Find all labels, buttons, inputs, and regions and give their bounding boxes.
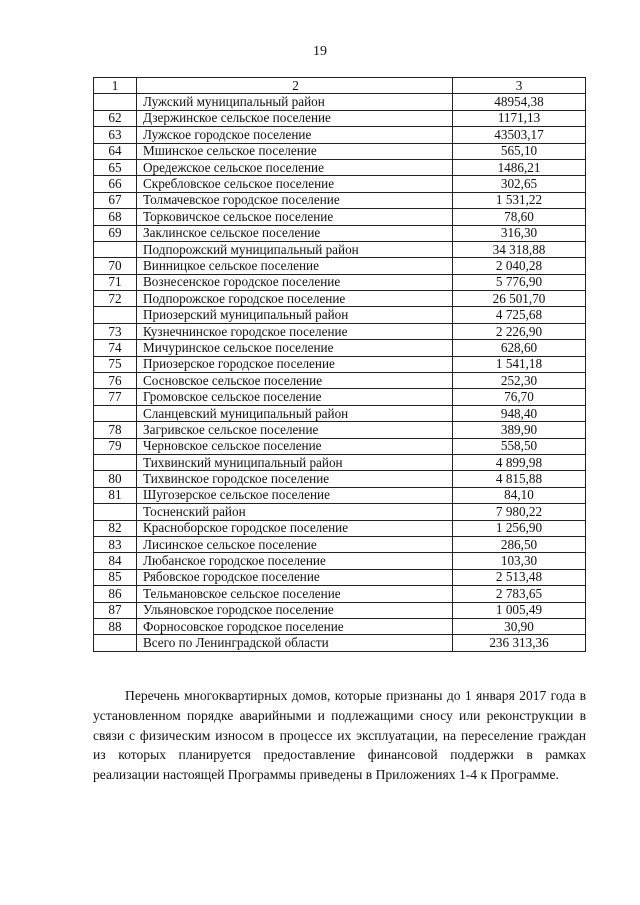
row-number-cell: 87 [94, 602, 137, 618]
row-number-cell [94, 307, 137, 323]
table-row [94, 373, 586, 389]
row-number-cell: 82 [94, 520, 137, 536]
row-number-cell: 62 [94, 110, 137, 126]
table-row [94, 471, 586, 487]
table-row [94, 291, 586, 307]
table-row [94, 241, 586, 257]
row-number-cell: 76 [94, 373, 137, 389]
row-name-cell: Заклинское сельское поселение [137, 225, 453, 241]
row-value-cell: 1171,13 [453, 110, 586, 126]
table-row [94, 520, 586, 536]
row-number-cell: 84 [94, 553, 137, 569]
row-number-cell: 86 [94, 586, 137, 602]
row-number-cell: 64 [94, 143, 137, 159]
row-name-cell: Мичуринское сельское поселение [137, 340, 453, 356]
row-name-cell: Толмачевское городское поселение [137, 192, 453, 208]
row-value-cell: 252,30 [453, 373, 586, 389]
body-paragraph: Перечень многоквартирных домов, которые признаны до 1 января 2017 года в установленном порядке аварийными и подлежащими сносу или реконструкции в связи с физическим износом в процессе их эксплуатации, на переселение граждан из которых планируется предоставление финансовой поддержки в рамках реализации настоящей Программы приведены в Приложениях 1-4 к Программе. [93, 688, 586, 783]
row-name-cell: Оредежское сельское поселение [137, 159, 453, 175]
row-name-cell: Всего по Ленинградской области [137, 635, 453, 651]
row-value-cell: 48954,38 [453, 94, 586, 110]
table-row [94, 323, 586, 339]
row-number-cell [94, 454, 137, 470]
row-value-cell: 1486,21 [453, 159, 586, 175]
table-row [94, 618, 586, 634]
table-row [94, 635, 586, 651]
row-value-cell: 84,10 [453, 487, 586, 503]
table-row [94, 110, 586, 126]
row-value-cell: 103,30 [453, 553, 586, 569]
row-number-cell: 80 [94, 471, 137, 487]
row-value-cell: 302,65 [453, 176, 586, 192]
row-value-cell: 30,90 [453, 618, 586, 634]
row-value-cell: 26 501,70 [453, 291, 586, 307]
row-number-cell: 78 [94, 422, 137, 438]
table-row [94, 307, 586, 323]
row-name-cell: Приозерский муниципальный район [137, 307, 453, 323]
row-value-cell: 43503,17 [453, 127, 586, 143]
row-value-cell: 1 005,49 [453, 602, 586, 618]
row-value-cell: 558,50 [453, 438, 586, 454]
row-value-cell: 4 815,88 [453, 471, 586, 487]
row-number-cell: 66 [94, 176, 137, 192]
row-number-cell: 75 [94, 356, 137, 372]
table-row [94, 536, 586, 552]
row-number-cell [94, 241, 137, 257]
row-value-cell: 1 531,22 [453, 192, 586, 208]
row-value-cell: 565,10 [453, 143, 586, 159]
row-number-cell: 72 [94, 291, 137, 307]
row-number-cell: 71 [94, 274, 137, 290]
table-row [94, 504, 586, 520]
row-number-cell: 65 [94, 159, 137, 175]
row-name-cell: Дзержинское сельское поселение [137, 110, 453, 126]
row-name-cell: Громовское сельское поселение [137, 389, 453, 405]
row-value-cell: 34 318,88 [453, 241, 586, 257]
page-number: 19 [313, 44, 327, 59]
row-name-cell: Подпорожское городское поселение [137, 291, 453, 307]
row-value-cell: 316,30 [453, 225, 586, 241]
row-number-cell: 74 [94, 340, 137, 356]
row-number-cell [94, 504, 137, 520]
row-name-cell: Сланцевский муниципальный район [137, 405, 453, 421]
row-number-cell: 67 [94, 192, 137, 208]
row-name-cell: Красноборское городское поселение [137, 520, 453, 536]
table-row [94, 602, 586, 618]
row-number-cell: 88 [94, 618, 137, 634]
row-value-cell: 4 899,98 [453, 454, 586, 470]
table-row [94, 356, 586, 372]
row-value-cell: 236 313,36 [453, 635, 586, 651]
row-value-cell: 7 980,22 [453, 504, 586, 520]
row-number-cell: 85 [94, 569, 137, 585]
row-name-cell: Лужское городское поселение [137, 127, 453, 143]
row-number-cell [94, 635, 137, 651]
table-row [94, 454, 586, 470]
table-row [94, 176, 586, 192]
row-number-cell: 79 [94, 438, 137, 454]
table-row [94, 143, 586, 159]
row-name-cell: Загривское сельское поселение [137, 422, 453, 438]
row-name-cell: Вознесенское городское поселение [137, 274, 453, 290]
row-value-cell: 4 725,68 [453, 307, 586, 323]
row-value-cell: 2 040,28 [453, 258, 586, 274]
header-cell-1: 1 [94, 78, 137, 94]
row-name-cell: Скребловское сельское поселение [137, 176, 453, 192]
table-row [94, 225, 586, 241]
row-name-cell: Подпорожский муниципальный район [137, 241, 453, 257]
row-number-cell: 81 [94, 487, 137, 503]
row-name-cell: Мшинское сельское поселение [137, 143, 453, 159]
table-row [94, 192, 586, 208]
row-value-cell: 1 256,90 [453, 520, 586, 536]
row-number-cell: 70 [94, 258, 137, 274]
table-row [94, 422, 586, 438]
settlements-table [93, 77, 586, 652]
table-header-row [94, 78, 586, 94]
table-row [94, 553, 586, 569]
row-number-cell [94, 94, 137, 110]
row-name-cell: Тихвинский муниципальный район [137, 454, 453, 470]
row-value-cell: 1 541,18 [453, 356, 586, 372]
row-value-cell: 2 513,48 [453, 569, 586, 585]
table-row [94, 274, 586, 290]
row-number-cell [94, 405, 137, 421]
table-row [94, 405, 586, 421]
row-number-cell: 77 [94, 389, 137, 405]
row-name-cell: Черновское сельское поселение [137, 438, 453, 454]
table-row [94, 340, 586, 356]
row-name-cell: Тельмановское сельское поселение [137, 586, 453, 602]
row-name-cell: Тосненский район [137, 504, 453, 520]
row-name-cell: Приозерское городское поселение [137, 356, 453, 372]
row-name-cell: Шугозерское сельское поселение [137, 487, 453, 503]
row-name-cell: Сосновское сельское поселение [137, 373, 453, 389]
row-number-cell: 63 [94, 127, 137, 143]
row-number-cell: 73 [94, 323, 137, 339]
row-name-cell: Винницкое сельское поселение [137, 258, 453, 274]
row-value-cell: 2 783,65 [453, 586, 586, 602]
table-row [94, 258, 586, 274]
table-row [94, 586, 586, 602]
row-name-cell: Тихвинское городское поселение [137, 471, 453, 487]
table-row [94, 569, 586, 585]
row-number-cell: 83 [94, 536, 137, 552]
table-row [94, 487, 586, 503]
row-number-cell: 68 [94, 209, 137, 225]
row-value-cell: 286,50 [453, 536, 586, 552]
row-value-cell: 948,40 [453, 405, 586, 421]
row-value-cell: 78,60 [453, 209, 586, 225]
row-value-cell: 76,70 [453, 389, 586, 405]
table-row [94, 438, 586, 454]
row-name-cell: Форносовское городское поселение [137, 618, 453, 634]
row-value-cell: 389,90 [453, 422, 586, 438]
table-row [94, 209, 586, 225]
row-name-cell: Лужский муниципальный район [137, 94, 453, 110]
table-row [94, 94, 586, 110]
row-name-cell: Любанское городское поселение [137, 553, 453, 569]
row-value-cell: 628,60 [453, 340, 586, 356]
row-name-cell: Рябовское городское поселение [137, 569, 453, 585]
row-number-cell: 69 [94, 225, 137, 241]
row-name-cell: Торковичское сельское поселение [137, 209, 453, 225]
row-value-cell: 2 226,90 [453, 323, 586, 339]
row-value-cell: 5 776,90 [453, 274, 586, 290]
row-name-cell: Ульяновское городское поселение [137, 602, 453, 618]
table-row [94, 127, 586, 143]
row-name-cell: Лисинское сельское поселение [137, 536, 453, 552]
row-name-cell: Кузнечнинское городское поселение [137, 323, 453, 339]
header-cell-2: 2 [137, 78, 453, 94]
header-cell-3: 3 [453, 78, 586, 94]
table-row [94, 389, 586, 405]
table-row [94, 159, 586, 175]
